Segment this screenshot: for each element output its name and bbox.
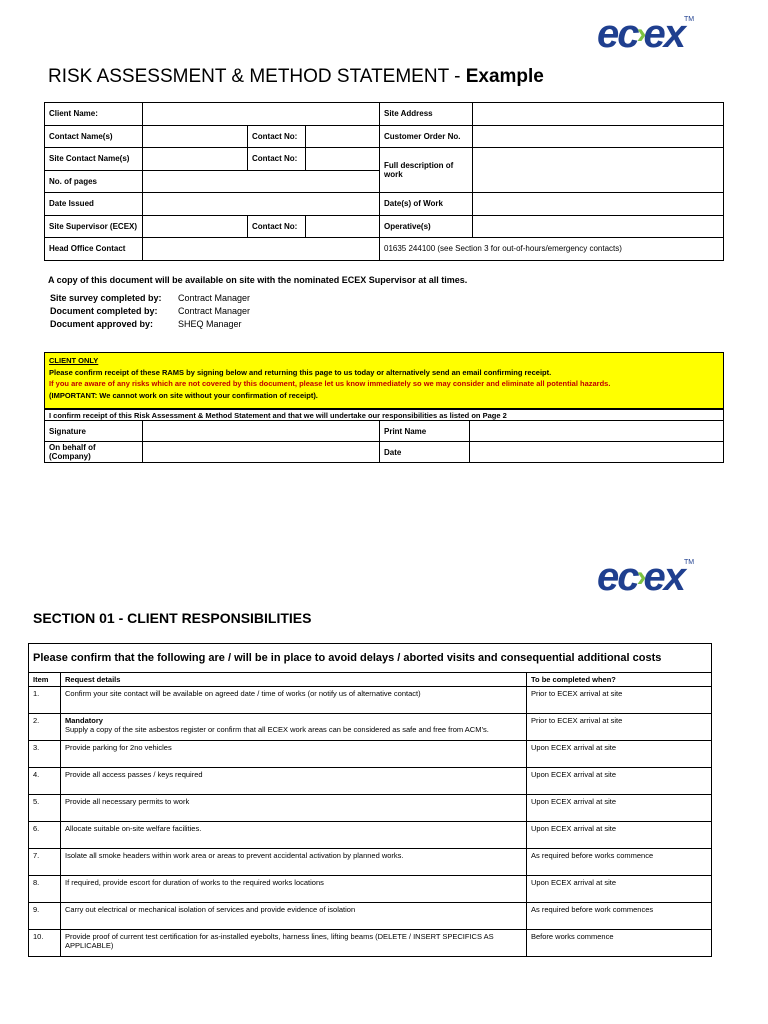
client-name-field[interactable] [143,103,380,126]
table-row [29,930,712,957]
ecex-logo [597,557,694,597]
row-item: 7. [29,849,61,876]
header-request: Request details [61,673,527,687]
row-request [61,822,527,849]
site-contact-no-field[interactable] [306,148,380,171]
responsibilities-table [28,643,712,957]
label-signature: Signature [45,421,143,442]
row-request-text: Confirm your site contact will be available on agreed date / time of works (or notify us of alternative contact) [65,689,421,698]
row-request [61,876,527,903]
title-suffix: Example [465,66,544,87]
section-caption: Please confirm that the following are / will be in place to avoid delays / aborted visits and consequential additional costs [29,644,712,673]
row-request-text: If required, provide escort for duration of works to the required works locations [65,878,324,887]
row-request [61,741,527,768]
table-row [29,822,712,849]
row-request [61,795,527,822]
row-request-text: Carry out electrical or mechanical isolation of services and provide evidence of isolation [65,905,356,914]
label-full-description: Full description of work [380,148,473,193]
responsibility-value: Contract Manager [178,306,251,316]
supervisor-contact-no-field[interactable] [306,215,380,238]
responsibility-value: SHEQ Manager [178,319,242,329]
label-customer-order: Customer Order No. [380,125,473,148]
client-only-heading: CLIENT ONLY [49,356,99,365]
table-row [29,795,712,822]
label-contact-no: Contact No: [248,125,306,148]
logo-text-ex: ex [643,12,684,56]
table-row [29,849,712,876]
label-contact-names: Contact Name(s) [45,125,143,148]
row-request-text: Provide all access passes / keys required [65,770,203,779]
head-office-field[interactable] [143,238,380,261]
label-date-issued: Date Issued [45,193,143,216]
row-item: 5. [29,795,61,822]
label-site-address: Site Address [380,103,473,126]
row-request [61,768,527,795]
client-only-line1: Please confirm receipt of these RAMS by signing below and returning this page to us today or alternatively send an email confirming receipt. [49,367,552,377]
logo-tm: TM [684,559,695,566]
on-behalf-field[interactable] [143,442,380,463]
row-request-text: Provide parking for 2no vehicles [65,743,172,752]
row-request-text: Isolate all smoke headers within work area or areas to prevent accidental activation by planned works. [65,851,404,860]
label-dates-of-work: Date(s) of Work [380,193,473,216]
date-field[interactable] [470,442,724,463]
label-supervisor-contact-no: Contact No: [248,215,306,238]
details-table [44,102,724,261]
table-row [29,714,712,741]
logo-arrow-icon: › [636,17,645,50]
row-when: As required before work commences [527,903,712,930]
full-description-field[interactable] [473,148,724,193]
client-only-line3: (IMPORTANT: We cannot work on site without your confirmation of receipt). [49,390,318,400]
ecex-logo [597,14,694,54]
print-name-field[interactable] [470,421,724,442]
site-address-field[interactable] [473,103,724,126]
row-item: 6. [29,822,61,849]
responsibility-row [50,306,250,316]
responsibility-key: Site survey completed by: [50,293,162,303]
row-item: 10. [29,930,61,957]
row-request [61,903,527,930]
label-operatives: Operative(s) [380,215,473,238]
row-request-text: Supply a copy of the site asbestos register or confirm that all ECEX work areas can be considered as safe and free from ACM’s. [65,725,489,734]
row-item: 4. [29,768,61,795]
row-when: Upon ECEX arrival at site [527,768,712,795]
date-issued-field[interactable] [143,193,380,216]
label-site-contact-names: Site Contact Name(s) [45,148,143,171]
label-no-pages: No. of pages [45,170,143,193]
no-pages-field[interactable] [143,170,380,193]
copy-note: A copy of this document will be available on site with the nominated ECEX Supervisor at all times. [48,275,468,285]
responsibility-key: Document approved by: [50,319,154,329]
customer-order-field[interactable] [473,125,724,148]
logo-arrow-icon: › [636,560,645,593]
row-when: Upon ECEX arrival at site [527,795,712,822]
confirm-table [44,409,724,463]
label-site-contact-no: Contact No: [248,148,306,171]
responsibility-row [50,293,250,303]
logo-text-ec: ec [597,555,638,599]
label-head-office: Head Office Contact [45,238,143,261]
dates-of-work-field[interactable] [473,193,724,216]
label-client-name: Client Name: [45,103,143,126]
logo-tm: TM [684,16,695,23]
table-row [29,903,712,930]
row-request-text: Allocate suitable on-site welfare facilities. [65,824,202,833]
row-when: Upon ECEX arrival at site [527,822,712,849]
table-row [29,741,712,768]
row-request [61,714,527,741]
site-supervisor-field[interactable] [143,215,248,238]
row-item: 1. [29,687,61,714]
row-item: 2. [29,714,61,741]
label-date: Date [380,442,470,463]
responsibility-row [50,319,242,329]
row-request [61,930,527,957]
site-contact-names-field[interactable] [143,148,248,171]
logo-text-ec: ec [597,12,638,56]
row-request-bold: Mandatory [65,716,103,725]
operatives-field[interactable] [473,215,724,238]
label-print-name: Print Name [380,421,470,442]
logo-text-ex: ex [643,555,684,599]
table-row [29,687,712,714]
signature-field[interactable] [143,421,380,442]
client-only-notice [44,352,724,409]
contact-names-field[interactable] [143,125,248,148]
row-when: Upon ECEX arrival at site [527,876,712,903]
row-when: Upon ECEX arrival at site [527,741,712,768]
page-title [48,66,544,88]
row-when: Prior to ECEX arrival at site [527,714,712,741]
row-request-text: Provide proof of current test certification for as-installed eyebolts, harness lines, lifting beams (DELETE / INSERT SPECIFICS AS APPLICABLE) [65,932,494,950]
row-item: 9. [29,903,61,930]
row-request [61,687,527,714]
responsibility-key: Document completed by: [50,306,158,316]
table-row [29,768,712,795]
header-when: To be completed when? [527,673,712,687]
contact-no-field[interactable] [306,125,380,148]
header-item: Item [29,673,61,687]
client-only-line2: If you are aware of any risks which are not covered by this document, please let us know immediately so we may consider and eliminate all potential hazards. [49,379,611,388]
responsibility-value: Contract Manager [178,293,251,303]
row-request [61,849,527,876]
title-main: RISK ASSESSMENT & METHOD STATEMENT - [48,66,466,87]
confirm-statement: I confirm receipt of this Risk Assessment & Method Statement and that we will undertake our responsibilities as listed on Page 2 [45,410,724,421]
label-site-supervisor: Site Supervisor (ECEX) [45,215,143,238]
row-when: As required before works commence [527,849,712,876]
row-item: 3. [29,741,61,768]
label-on-behalf: On behalf of (Company) [45,442,143,463]
head-office-value: 01635 244100 (see Section 3 for out-of-hours/emergency contacts) [380,238,724,261]
row-when: Before works commence [527,930,712,957]
table-row [29,876,712,903]
section-title: SECTION 01 - CLIENT RESPONSIBILITIES [33,610,312,626]
row-when: Prior to ECEX arrival at site [527,687,712,714]
row-request-text: Provide all necessary permits to work [65,797,190,806]
row-item: 8. [29,876,61,903]
